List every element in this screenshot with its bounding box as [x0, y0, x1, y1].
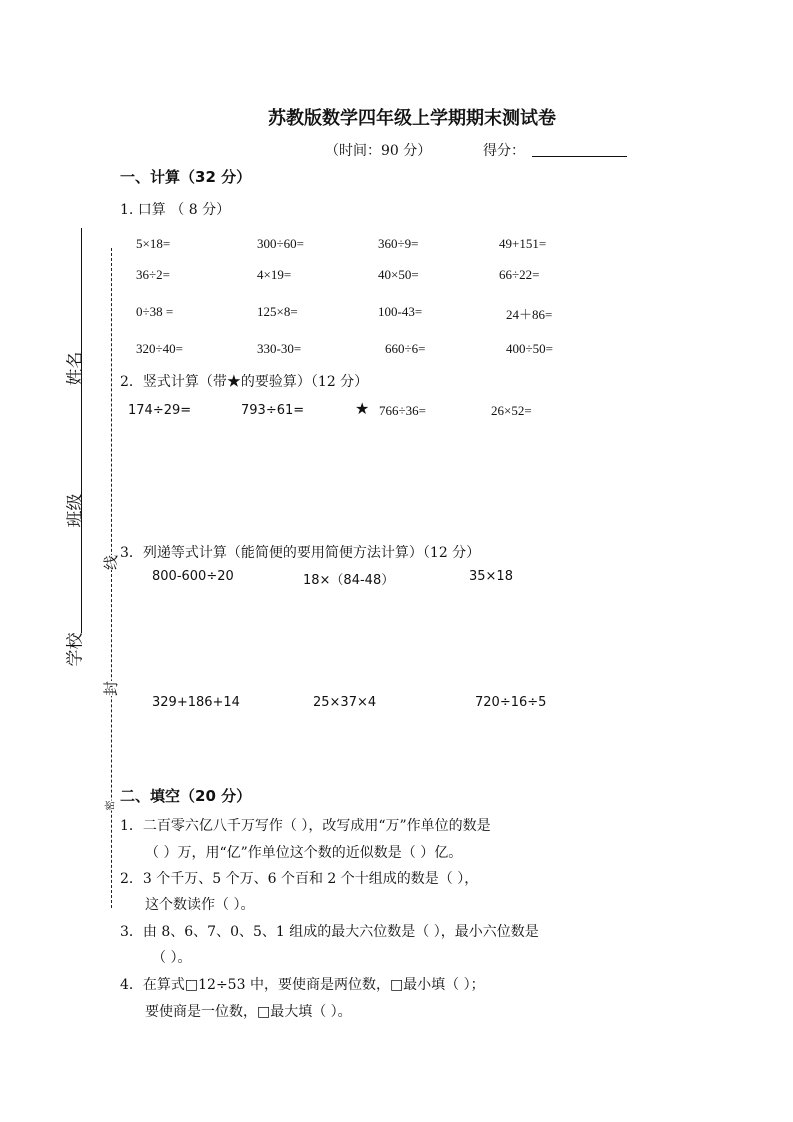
fill-line: 1．二百零六亿八千万写作（ ），改写成用“万”作单位的数是 — [120, 818, 491, 834]
oral-item: 5×18= — [136, 236, 171, 251]
time-label: （时间：90 分） — [325, 143, 432, 159]
oral-item: 24＋86= — [506, 307, 553, 322]
fill-line: 3．由 8、6、7、0、5、1 组成的最大六位数是（ ），最小六位数是 — [120, 924, 539, 940]
step-calc-item: 18×（84-48） — [303, 573, 395, 588]
section1-heading: 一、计算（32 分） — [120, 168, 252, 186]
step-calc-item: 329+186+14 — [152, 695, 240, 710]
score-label: 得分： — [483, 143, 525, 159]
step-calc-item: 800-600÷20 — [152, 569, 234, 584]
step-calc-item: 35×18 — [469, 569, 513, 584]
star-icon: ★ — [355, 399, 370, 418]
step-calc-item: 25×37×4 — [313, 695, 377, 710]
oral-item: 330-30= — [257, 341, 302, 356]
section2-heading: 二、填空（20 分） — [120, 787, 252, 805]
secret-mark: 密 — [102, 801, 117, 811]
fill-line: （ ）。 — [152, 950, 192, 966]
binding-solid-line — [81, 228, 82, 633]
fill-line: 2．3 个千万、5 个万、6 个百和 2 个十组成的数是（ ）， — [120, 871, 479, 887]
fill-line: 这个数读作（ ）。 — [145, 897, 255, 913]
oral-item: 125×8= — [257, 304, 298, 319]
vertical-calc-item: 793÷61= — [241, 403, 305, 418]
q3-label: 3．列递等式计算（能简便的要用简便方法计算）（12 分） — [120, 545, 481, 561]
oral-item: 660÷6= — [385, 341, 426, 356]
oral-item: 36÷2= — [136, 267, 170, 282]
vertical-calc-item: 766÷36= — [379, 403, 426, 418]
line-mark: 线 — [102, 554, 121, 571]
name-label: 姓名 — [65, 351, 86, 386]
step-calc-item: 720÷16÷5 — [475, 695, 547, 710]
oral-item: 320÷40= — [136, 341, 183, 356]
oral-item: 400÷50= — [506, 341, 553, 356]
vertical-calc-item: 26×52= — [491, 403, 532, 418]
oral-item: 360÷9= — [378, 236, 419, 251]
score-blank[interactable] — [532, 142, 627, 157]
fill-line: （ ）万，用“亿”作单位这个数的近似数是（ ）亿。 — [145, 845, 463, 861]
oral-item: 4×19= — [257, 267, 292, 282]
vertical-calc-item: 174÷29= — [128, 403, 192, 418]
seal-mark: 封 — [102, 680, 121, 697]
page-title: 苏教版数学四年级上学期期末测试卷 — [268, 108, 556, 129]
oral-item: 66÷22= — [499, 267, 540, 282]
class-label: 班级 — [65, 493, 86, 528]
school-label: 学校 — [65, 632, 86, 667]
fill-line: 4．在算式□12÷53 中，要使商是两位数，□最小填（ ）； — [120, 977, 485, 993]
oral-item: 49+151= — [499, 236, 547, 251]
oral-item: 40×50= — [378, 267, 419, 282]
q2-label: 2．竖式计算（带★的要验算）（12 分） — [120, 374, 369, 390]
q1-label: 1. 口算 （ 8 分） — [120, 202, 231, 218]
oral-item: 300÷60= — [257, 236, 304, 251]
oral-item: 0÷38 = — [136, 304, 174, 319]
oral-item: 100-43= — [378, 304, 423, 319]
fill-line: 要使商是一位数，□最大填（ ）。 — [145, 1004, 352, 1020]
